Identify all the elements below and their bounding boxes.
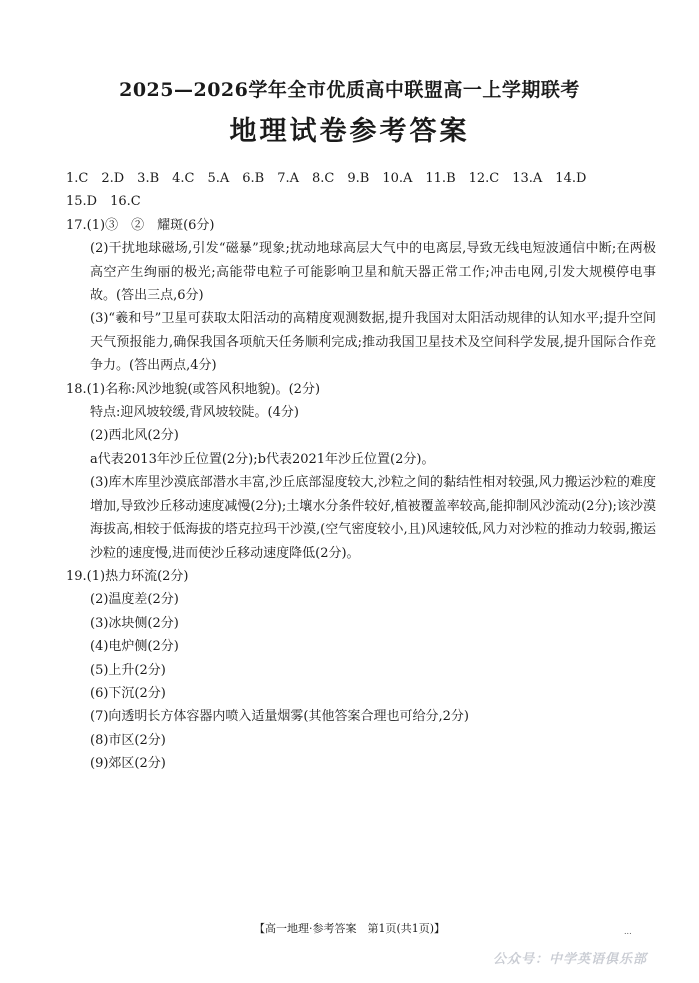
q19-part3: (3)冰块侧(2分) [90, 615, 179, 631]
q19-part5: (5)上升(2分) [90, 662, 166, 678]
page-footer: 【高一地理·参考答案 第1页(共1页)】 [253, 922, 446, 935]
q18-part3: (3)库木库里沙漠底部潜水丰富,沙丘底部湿度较大,沙粒之间的黏结性相对较强,风力搬运沙粒的难度增加,导致沙丘移动速度减慢(2分);土壤水分条件较好,植被覆盖率较高,能抑制风沙流动(2分);该沙漠海拔高,相较于低海拔的塔克拉玛干沙漠,(空气密度较小,且)风速较低,风力对沙粒的推动力较弱,搬运沙粒的速度慢,进而使沙丘移动速度降低(2分)。 [90, 475, 656, 561]
corner-mark: ... [624, 927, 632, 936]
q18-features: 特点:迎风坡较缓,背风坡较陡。(4分) [90, 405, 299, 421]
q17-part3: (3)“羲和号”卫星可获取太阳活动的高精度观测数据,提升我国对太阳活动规律的认知水平;提升空间天气预报能力,确保我国各项航天任务顺利完成;推动我国卫星技术及空间科学发展,提升国际合作竞争力。(答出两点,4分) [90, 311, 656, 374]
exam-title: 2025—2026学年全市优质高中联盟高一上学期联考 [119, 79, 580, 101]
q19-part8: (8)市区(2分) [90, 732, 166, 748]
q19-part1: 19.(1)热力环流(2分) [66, 568, 189, 584]
watermark: 公众号：中学英语俱乐部 [493, 952, 648, 967]
document-title: 地理试卷参考答案 [229, 116, 470, 147]
choice-answers-line-1: 1.C 2.D 3.B 4.C 5.A 6.B 7.A 8.C 9.B 10.A 11.B 12.C 13.A 14.D [66, 171, 587, 186]
q18-part1: 18.(1)名称:风沙地貌(或答风积地貌)。(2分) [66, 381, 321, 397]
q19-part2: (2)温度差(2分) [90, 592, 179, 608]
q19-part9: (9)郊区(2分) [90, 756, 166, 772]
q17-part1: 17.(1)③ ② 耀斑(6分) [66, 217, 215, 233]
answer-body [66, 167, 656, 776]
choice-answers-line-2: 15.D 16.C [66, 194, 141, 210]
q19-part7: (7)向透明长方体容器内喷入适量烟雾(其他答案合理也可给分,2分) [90, 709, 469, 725]
q18-part2: (2)西北风(2分) [90, 428, 179, 444]
q17-part2: (2)干扰地球磁场,引发“磁暴”现象;扰动地球高层大气中的电离层,导致无线电短波通信中断;在两极高空产生绚丽的极光;高能带电粒子可能影响卫星和航天器正常工作;冲击电网,引发大规模停电事故。(答出三点,6分) [90, 241, 656, 304]
q18-dune-positions: a代表2013年沙丘位置(2分);b代表2021年沙丘位置(2分)。 [90, 451, 435, 467]
q19-part6: (6)下沉(2分) [90, 685, 166, 701]
q19-part4: (4)电炉侧(2分) [90, 639, 179, 655]
